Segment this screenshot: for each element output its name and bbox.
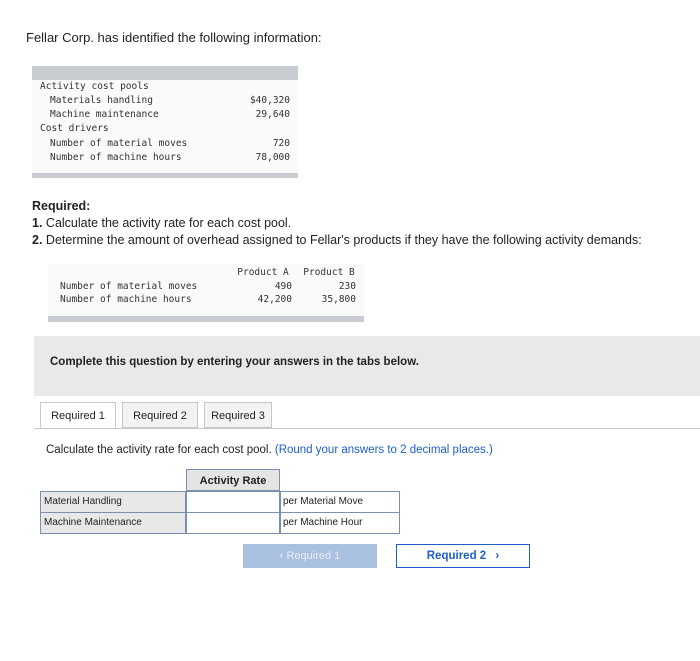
row-label: Number of machine hours: [60, 294, 192, 305]
instructions-panel: [34, 336, 700, 396]
section-label: Activity cost pools: [40, 81, 149, 92]
material-handling-rate-input[interactable]: [186, 491, 280, 513]
required-item-number: 1.: [32, 216, 43, 230]
required-item-text: Calculate the activity rate for each cost pool.: [45, 216, 292, 230]
required-heading: Required:: [32, 199, 91, 213]
section-label: Cost drivers: [40, 123, 109, 134]
row-value: 29,640: [255, 109, 290, 120]
row-label: Number of machine hours: [50, 152, 182, 163]
row-unit: per Material Move: [280, 491, 400, 513]
tab-required-3[interactable]: Required 3: [204, 402, 272, 428]
instruction-main: Calculate the activity rate for each cost pool.: [46, 444, 272, 456]
tab-required-1[interactable]: Required 1: [40, 402, 116, 428]
machine-maintenance-rate-input[interactable]: [186, 512, 280, 534]
required-item-1: [32, 216, 291, 230]
row-label: Machine Maintenance: [40, 512, 186, 534]
instruction-text: [46, 444, 493, 456]
column-header-product-a: Product A: [237, 267, 289, 278]
previous-button[interactable]: [243, 544, 377, 568]
row-unit: per Machine Hour: [280, 512, 400, 534]
panel-text: Complete this question by entering your answers in the tabs below.: [50, 356, 419, 368]
row-value-a: 490: [274, 281, 292, 292]
required-item-number: 2.: [32, 233, 43, 247]
row-value-a: 42,200: [257, 294, 292, 305]
row-value: $40,320: [249, 95, 290, 106]
row-label: Material Handling: [40, 491, 186, 513]
row-label: Machine maintenance: [50, 109, 159, 120]
next-button-label: Required 2: [426, 550, 487, 562]
row-label: Materials handling: [50, 95, 153, 106]
row-value-b: 230: [338, 281, 356, 292]
intro-text: Fellar Corp. has identified the following information:: [26, 30, 322, 45]
previous-button-label: Required 1: [286, 550, 341, 562]
demand-table: [48, 264, 364, 322]
table-row: [40, 491, 400, 513]
table-header-bar: [32, 66, 298, 80]
table-bottom-bar: [32, 173, 298, 178]
row-value: 78,000: [255, 152, 290, 163]
chevron-right-icon: ›: [495, 550, 500, 562]
required-item-2: [32, 233, 642, 247]
next-button[interactable]: [396, 544, 530, 568]
row-label: Number of material moves: [60, 281, 198, 292]
tab-required-2[interactable]: Required 2: [122, 402, 198, 428]
row-value: 720: [272, 138, 290, 149]
row-label: Number of material moves: [50, 138, 188, 149]
chevron-left-icon: ‹: [279, 550, 284, 562]
column-header-activity-rate: Activity Rate: [186, 469, 280, 491]
row-value-b: 35,800: [321, 294, 356, 305]
column-header-product-b: Product B: [303, 267, 355, 278]
table-row: [40, 512, 400, 534]
info-table: [32, 66, 298, 178]
instruction-note: (Round your answers to 2 decimal places.): [274, 444, 493, 456]
table-bottom-bar: [48, 316, 364, 322]
required-item-text: Determine the amount of overhead assigned to Fellar's products if they have the following activity demands:: [45, 233, 642, 247]
